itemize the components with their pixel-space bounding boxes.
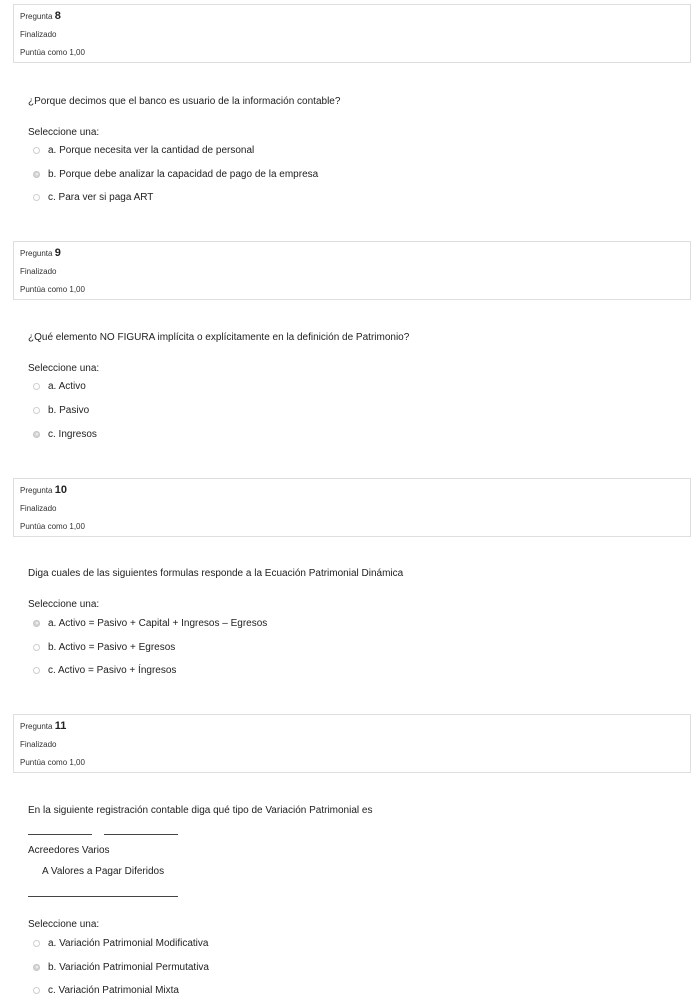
answer-option-label: a. Porque necesita ver la cantidad de personal bbox=[48, 144, 255, 156]
question-grade: Puntúa como 1,00 bbox=[20, 285, 85, 294]
radio-button[interactable] bbox=[33, 383, 40, 390]
answer-option-b[interactable] bbox=[33, 640, 175, 654]
question-info-box bbox=[13, 4, 691, 63]
radio-button[interactable] bbox=[33, 987, 40, 994]
journal-date-line bbox=[28, 834, 92, 835]
answer-option-label: b. Pasivo bbox=[48, 404, 90, 416]
radio-button[interactable] bbox=[33, 194, 40, 201]
question-label: Pregunta bbox=[20, 12, 53, 21]
question-number-value: 9 bbox=[54, 247, 61, 259]
radio-button-selected[interactable] bbox=[33, 964, 40, 971]
select-one-prompt: Seleccione una: bbox=[28, 919, 100, 930]
journal-debit-account: Acreedores Varios bbox=[28, 845, 110, 856]
question-number bbox=[20, 484, 690, 498]
question-state: Finalizado bbox=[20, 30, 57, 39]
radio-button-selected[interactable] bbox=[33, 171, 40, 178]
radio-button[interactable] bbox=[33, 667, 40, 674]
question-label: Pregunta bbox=[20, 486, 53, 495]
answer-option-label: b. Activo = Pasivo + Egresos bbox=[48, 641, 176, 653]
question-label: Pregunta bbox=[20, 722, 53, 731]
answer-option-a[interactable] bbox=[33, 616, 267, 630]
answer-option-a[interactable] bbox=[33, 143, 254, 157]
radio-button-selected[interactable] bbox=[33, 431, 40, 438]
question-grade: Puntúa como 1,00 bbox=[20, 758, 85, 767]
question-number-value: 11 bbox=[54, 720, 67, 732]
answer-option-label: a. Variación Patrimonial Modificativa bbox=[48, 937, 209, 949]
answer-option-label: c. Para ver si paga ART bbox=[48, 191, 154, 203]
radio-button[interactable] bbox=[33, 147, 40, 154]
answer-option-label: c. Ingresos bbox=[48, 428, 97, 440]
answer-option-label: a. Activo = Pasivo + Capital + Ingresos – Egresos bbox=[48, 617, 268, 629]
radio-button[interactable] bbox=[33, 407, 40, 414]
answer-option-c[interactable] bbox=[33, 190, 153, 204]
question-number bbox=[20, 10, 690, 24]
question-state: Finalizado bbox=[20, 504, 57, 513]
question-text: En la siguiente registración contable diga qué tipo de Variación Patrimonial es bbox=[28, 805, 373, 816]
journal-closing-line bbox=[28, 896, 178, 897]
journal-credit-account: A Valores a Pagar Diferidos bbox=[42, 866, 165, 877]
question-info-box bbox=[13, 478, 691, 537]
question-state: Finalizado bbox=[20, 267, 57, 276]
answer-option-b[interactable] bbox=[33, 167, 318, 181]
question-text: ¿Porque decimos que el banco es usuario de la información contable? bbox=[28, 96, 341, 107]
answer-option-b[interactable] bbox=[33, 403, 89, 417]
question-text: ¿Qué elemento NO FIGURA implícita o explícitamente en la definición de Patrimonio? bbox=[28, 332, 410, 343]
answer-option-label: a. Activo bbox=[48, 380, 86, 392]
question-number-value: 10 bbox=[54, 484, 67, 496]
question-info-box bbox=[13, 241, 691, 300]
question-number bbox=[20, 247, 690, 261]
question-grade: Puntúa como 1,00 bbox=[20, 522, 85, 531]
question-label: Pregunta bbox=[20, 249, 53, 258]
radio-button[interactable] bbox=[33, 644, 40, 651]
answer-option-label: c. Variación Patrimonial Mixta bbox=[48, 984, 179, 996]
radio-button[interactable] bbox=[33, 940, 40, 947]
answer-option-b[interactable] bbox=[33, 960, 209, 974]
answer-option-a[interactable] bbox=[33, 936, 208, 950]
question-grade: Puntúa como 1,00 bbox=[20, 48, 85, 57]
radio-button-selected[interactable] bbox=[33, 620, 40, 627]
answer-option-a[interactable] bbox=[33, 379, 86, 393]
select-one-prompt: Seleccione una: bbox=[28, 363, 100, 374]
question-info-box bbox=[13, 714, 691, 773]
question-state: Finalizado bbox=[20, 740, 57, 749]
select-one-prompt: Seleccione una: bbox=[28, 599, 100, 610]
answer-option-label: b. Porque debe analizar la capacidad de pago de la empresa bbox=[48, 168, 319, 180]
question-number-value: 8 bbox=[54, 10, 61, 22]
answer-option-c[interactable] bbox=[33, 663, 176, 677]
answer-option-label: c. Activo = Pasivo + Íngresos bbox=[48, 664, 177, 676]
answer-option-c[interactable] bbox=[33, 427, 97, 441]
question-text: Diga cuales de las siguientes formulas responde a la Ecuación Patrimonial Dinámica bbox=[28, 568, 404, 579]
journal-number-line bbox=[104, 834, 178, 835]
question-number bbox=[20, 720, 690, 734]
answer-option-c[interactable] bbox=[33, 983, 179, 997]
select-one-prompt: Seleccione una: bbox=[28, 127, 100, 138]
answer-option-label: b. Variación Patrimonial Permutativa bbox=[48, 961, 209, 973]
